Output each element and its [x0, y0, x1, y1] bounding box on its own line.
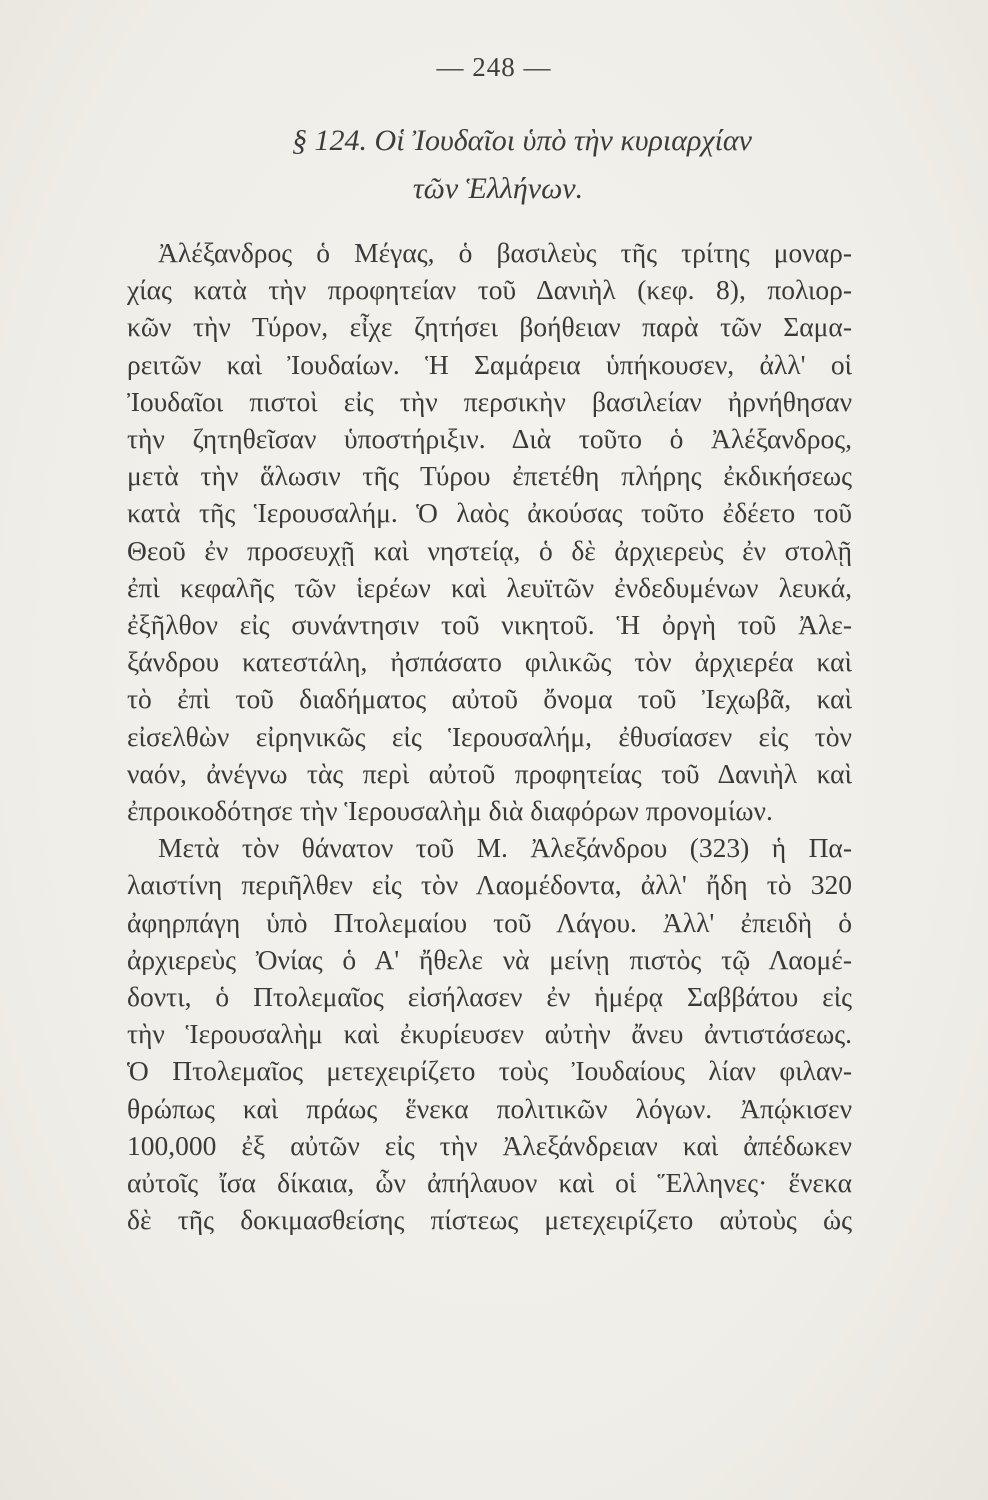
text-line: τὸ ἐπὶ τοῦ διαδήματος αὐτοῦ ὄνομα τοῦ Ἰεχωβᾶ, καὶ — [127, 683, 852, 715]
text-line: Μετὰ τὸν θάνατον τοῦ Μ. Ἀλεξάνδρου (323) ἡ Πα- — [158, 832, 852, 864]
text-line: αὐτοῖς ἴσα δίκαια, ὧν ἀπήλαυον καὶ οἱ Ἕλληνες· ἕνεκα — [127, 1167, 852, 1198]
text-line: κατὰ τῆς Ἱερουσαλήμ. Ὁ λαὸς ἀκούσας τοῦτο ἐδέετο τοῦ — [127, 497, 852, 529]
text-line: ἀφηρπάγη ὑπὸ Πτολεμαίου τοῦ Λάγου. Ἀλλ' ἐπειδὴ ὁ — [127, 906, 852, 938]
text-line: ἐξῆλθον εἰς συνάντησιν τοῦ νικητοῦ. Ἡ ὀργὴ τοῦ Ἀλε- — [127, 609, 852, 640]
text-line: εἰσελθὼν εἰρηνικῶς εἰς Ἱερουσαλήμ, ἐθυσίασεν εἰς τὸν — [127, 720, 852, 752]
text-line: λαιστίνη περιῆλθεν εἰς τὸν Λαομέδοντα, ἀλλ' ἤδη τὸ 320 — [127, 869, 852, 901]
text-line: Ὁ Πτολεμαῖος μετεχειρίζετο τοὺς Ἰουδαίους λίαν φιλαν- — [127, 1055, 852, 1087]
text-line: 100,000 ἐξ αὐτῶν εἰς τὴν Ἀλεξάνδρειαν καὶ ἀπέδωκεν — [127, 1129, 852, 1161]
section-heading-line-1: § 124. Οἱ Ἰουδαῖοι ὑπὸ τὴν κυριαρχίαν — [292, 124, 752, 157]
text-line: τὴν Ἱερουσαλὴμ καὶ ἐκυρίευσεν αὐτὴν ἄνευ ἀντιστάσεως. — [127, 1018, 852, 1050]
text-line: τὴν ζητηθεῖσαν ὑποστήριξιν. Διὰ τοῦτο ὁ Ἀλέξανδρος, — [127, 423, 852, 454]
text-line: μετὰ τὴν ἅλωσιν τῆς Τύρου ἐπετέθη πλήρης ἐκδικήσεως — [127, 460, 852, 492]
text-line: Ἰουδαῖοι πιστοὶ εἰς τὴν περσικὴν βασιλείαν ἠρνήθησαν — [127, 385, 852, 417]
text-line: ναόν, ἀνέγνω τὰς περὶ αὐτοῦ προφητείας τοῦ Δανιὴλ καὶ — [127, 757, 852, 789]
text-line: δοντι, ὁ Πτολεμαῖος εἰσήλασεν ἐν ἡμέρᾳ Σαββάτου εἰς — [127, 981, 852, 1012]
text-line: ρειτῶν καὶ Ἰουδαίων. Ἡ Σαμάρεια ὑπήκουσεν, ἀλλ' οἱ — [127, 348, 852, 380]
text-line: ξάνδρου κατεστάλη, ἠσπάσατο φιλικῶς τὸν ἀρχιερέα καὶ — [127, 646, 852, 678]
text-line: ἀρχιερεὺς Ὀνίας ὁ Α' ἤθελε νὰ μείνῃ πιστὸς τῷ Λαομέ- — [127, 943, 852, 975]
text-line: Θεοῦ ἐν προσευχῇ καὶ νηστείᾳ, ὁ δὲ ἀρχιερεὺς ἐν στολῇ — [127, 534, 852, 566]
text-line: ἐπὶ κεφαλῆς τῶν ἱερέων καὶ λευϊτῶν ἐνδεδυμένων λευκά, — [127, 571, 852, 603]
page-number: — 248 — — [436, 52, 552, 82]
text-line: ἐπροικοδότησε τὴν Ἱερουσαλὴμ διὰ διαφόρων προνομίων. — [127, 795, 773, 826]
section-heading-line-2: τῶν Ἑλλήνων. — [412, 172, 584, 205]
text-line: χίας κατὰ τὴν προφητείαν τοῦ Δανιὴλ (κεφ. 8), πολιορ- — [127, 274, 852, 306]
text-line: θρώπως καὶ πράως ἕνεκα πολιτικῶν λόγων. Ἀπῴκισεν — [127, 1092, 852, 1124]
text-line: κῶν τὴν Τύρον, εἶχε ζητήσει βοήθειαν παρὰ τῶν Σαμα- — [127, 311, 852, 343]
text-line: δὲ τῆς δοκιμασθείσης πίστεως μετεχειρίζετο αὐτοὺς ὡς — [127, 1204, 852, 1236]
text-line: Ἀλέξανδρος ὁ Μέγας, ὁ βασιλεὺς τῆς τρίτης μοναρ- — [158, 237, 852, 268]
